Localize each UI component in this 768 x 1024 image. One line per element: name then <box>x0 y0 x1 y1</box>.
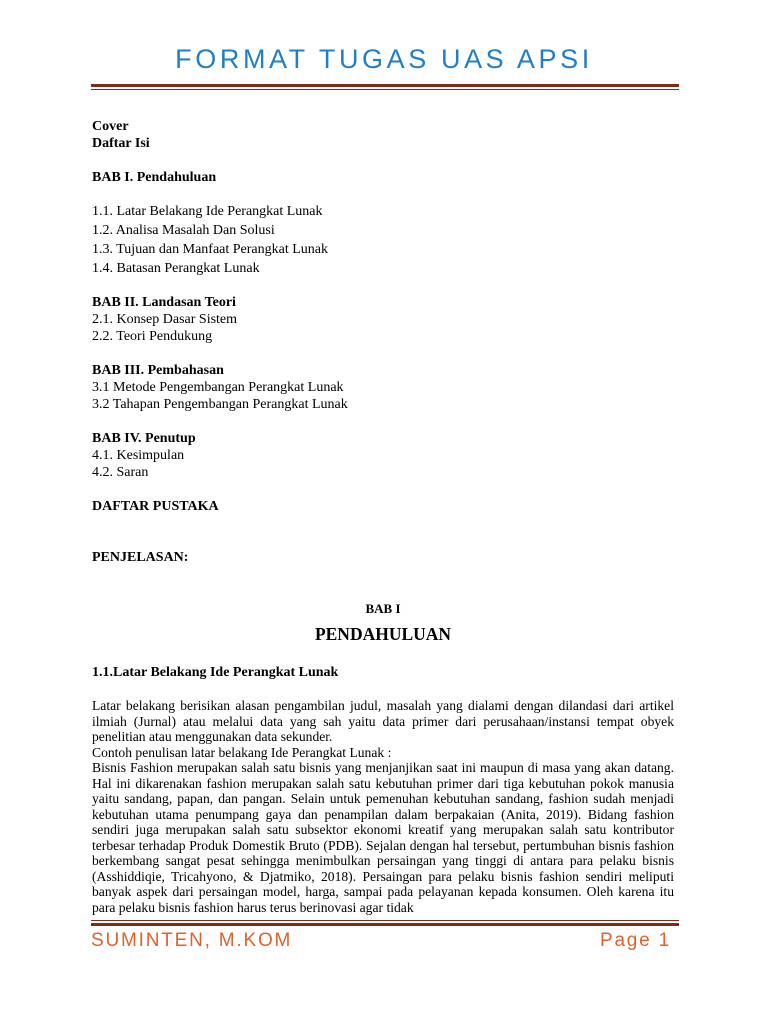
footer-page-number: Page 1 <box>599 930 671 951</box>
outline-item: 2.2. Teori Pendukung <box>92 329 213 344</box>
outline-item: 3.2 Tahapan Pengembangan Perangkat Lunak <box>92 397 348 412</box>
outline-explanation: PENJELASAN: <box>92 550 189 565</box>
outline-item: 1.1. Latar Belakang Ide Perangkat Lunak <box>92 204 323 219</box>
header-rule <box>91 84 679 90</box>
paragraph: Contoh penulisan latar belakang Ide Perangkat Lunak : <box>92 744 392 760</box>
outline-cover: Cover <box>92 119 129 134</box>
document-body <box>92 118 674 915</box>
page-header-title: FORMAT TUGAS UAS APSI <box>175 44 593 74</box>
outline-item: 1.3. Tujuan dan Manfaat Perangkat Lunak <box>92 242 329 257</box>
outline-bab3-title: BAB III. Pembahasan <box>92 363 224 378</box>
footer-author: SUMINTEN, M.KOM <box>91 930 293 951</box>
outline-toc: Daftar Isi <box>92 136 150 151</box>
outline-item: 1.4. Batasan Perangkat Lunak <box>92 261 260 276</box>
outline-item: 2.1. Konsep Dasar Sistem <box>92 312 238 327</box>
footer-rule <box>91 920 679 926</box>
paragraph: Bisnis Fashion merupakan salah satu bisnis yang menjanjikan saat ini maupun di masa yang akan datang. Hal ini dikarenakan fashion merupakan salah satu kebutuhan primer dari tiga kebutuhan pokok manusia yaitu sandang, papan, dan pangan. Selain untuk pemenuhan kebutuhan sandang, fashion sudah menjadi kebutuhan utama penumpang gaya dan penampilan dalam berpakaian (Anita, 2019). Bidang fashion sendiri juga merupakan salah satu subsektor ekonomi kreatif yang merupakan salah satu kontributor terbesar terhadap Produk Domestik Bruto (PDB). Sejalan dengan hal tersebut, pertumbuhan bisnis fashion berkembang sangat pesat sehingga menimbulkan persaingan yang tinggi di antara para pelaku bisnis (Asshiddiqie, Tricahyono, & Djatmiko, 2018). Persaingan para pelaku bisnis fashion sendiri meliputi banyak aspek dari persaingan model, harga, sampai pada pelayanan kepada konsumen. Oleh karena itu para pelaku bisnis fashion harus terus berinovasi agar tidak <box>92 760 674 915</box>
outline-item: 3.1 Metode Pengembangan Perangkat Lunak <box>92 380 344 395</box>
outline-bab2-title: BAB II. Landasan Teori <box>92 295 236 310</box>
outline-item: 1.2. Analisa Masalah Dan Solusi <box>92 223 275 238</box>
outline-item: 4.1. Kesimpulan <box>92 448 185 463</box>
outline-references: DAFTAR PUSTAKA <box>92 499 219 514</box>
paragraph: Latar belakang berisikan alasan pengambilan judul, masalah yang dialami dengan dilandasi dari artikel ilmiah (Jurnal) atau melalui data yang sah yaitu data primer dari perusahaan/instansi tempat obyek penelitian atau menggunakan data sekunder. <box>92 698 674 744</box>
outline-bab1-title: BAB I. Pendahuluan <box>92 170 217 185</box>
section-title: 1.1.Latar Belakang Ide Perangkat Lunak <box>92 665 339 680</box>
outline-bab4-title: BAB IV. Penutup <box>92 431 196 446</box>
chapter-label: BAB I <box>365 601 401 616</box>
chapter-title: PENDAHULUAN <box>314 624 452 644</box>
outline-item: 4.2. Saran <box>92 465 149 480</box>
